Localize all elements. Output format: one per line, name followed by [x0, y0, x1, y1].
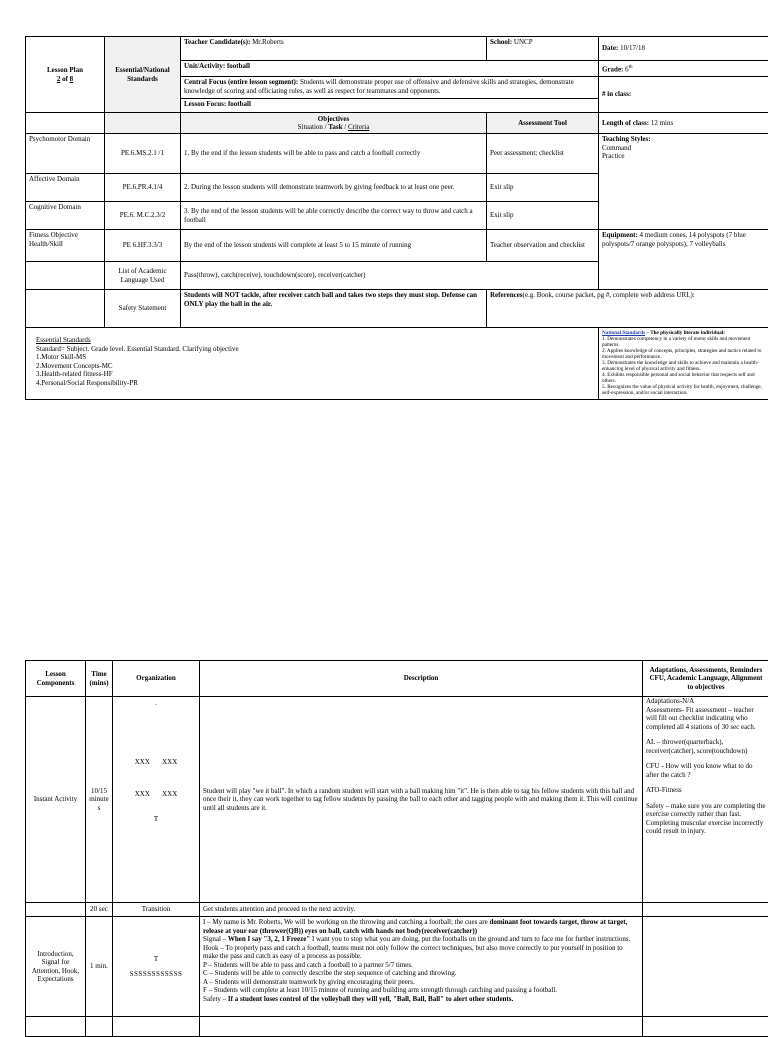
date-label: Date: [602, 44, 618, 52]
length-label: Length of class: [602, 119, 649, 127]
transition-organization: Transition [113, 903, 200, 917]
intro-line: F – Students will complete at least 10/15 minute of running and building arm strength through catching and passing a football. [203, 986, 639, 995]
grade-cell [599, 61, 768, 77]
org-students: SSSSSSSSSSSS [116, 970, 196, 979]
domain-assessment: Exit slip [487, 202, 599, 230]
empty-cell [113, 1017, 200, 1037]
empty-cell [105, 113, 181, 134]
header-organization: Organization [113, 661, 200, 697]
central-focus-value: Students will demonstrate proper use of offensive and defensive skills and strategies, demonstrate knowledge of scoring and officiating rules, as well as respect for teammates and opponents. [184, 78, 574, 95]
date-cell [599, 37, 768, 61]
intro-signal-text: I want you to stop what you are doing, put the footballs on the ground and turn to face me for further instructions. [310, 935, 630, 943]
objectives-sub-sep: / [343, 123, 348, 131]
national-standard-item: 3. Demonstrates the knowledge and skills to achieve and maintain a health-enhancing level of physical activity and fitness. [602, 360, 766, 372]
adaptation-line: Adaptations-N/A [646, 697, 766, 706]
adaptation-line: AL – thrower(quarterback), receiver(catcher), score(touchdown) [646, 738, 766, 755]
references-cell [487, 290, 768, 328]
equipment-value: 4 medium cones, 14 polyspots (7 blue polyspots/7 orange polyspots), 7 volleyballs [602, 231, 746, 248]
empty-cell [26, 262, 105, 290]
header-adaptations: Adaptations, Assessments, Reminders CFU, Academic Language, Alignment to objectives [643, 661, 768, 697]
adaptation-line: ATO-Fitness [646, 786, 766, 795]
domain-objective: 2. During the lesson students will demonstrate teamwork by giving feedback to at least one peer. [181, 174, 487, 202]
header-description: Description [200, 661, 643, 697]
intro-safety-label: Safety – [203, 995, 228, 1003]
unit-label: Unit/Activity: [184, 62, 225, 70]
lesson-components-table [25, 660, 768, 1037]
introduction-label: Introduction, Signal for Attention, Hook, Expectations [26, 917, 86, 1017]
lesson-plan-label: Lesson Plan [29, 66, 101, 75]
org-dot: · [116, 701, 196, 710]
essential-standards-line: 3.Health-related fitness-HF [36, 370, 588, 379]
domain-objective: 1. By the end if the lesson students will be able to pass and catch a football correctly [181, 134, 487, 174]
national-standards-cell [599, 328, 768, 400]
standards-header: Essential/National Standards [105, 37, 181, 113]
in-class-cell [599, 77, 768, 113]
academic-language-label: List of Academic Language Used [105, 262, 181, 290]
length-value: 12 mins [651, 119, 673, 127]
objectives-sub-situation: Situation / [298, 123, 329, 131]
intro-line: C – Students will be able to correctly describe the step sequence of catching and throwing. [203, 969, 639, 978]
school-label: School: [490, 38, 512, 46]
domain-objective: 3. By the end of the lesson students will be able correctly describe the correct way to throw and catch a football [181, 202, 487, 230]
empty-cell [643, 917, 768, 1017]
instant-activity-organization [113, 697, 200, 903]
domain-standard: PE 6.HF.3.3/3 [105, 230, 181, 262]
grade-value: 6 [625, 65, 629, 73]
adaptation-spacer [646, 755, 766, 762]
safety-value: Students will NOT tackle, after receiver catch ball and takes two steps they must stop. Defense can ONLY play the ball in the air. [181, 290, 487, 328]
safety-label: Safety Statement [105, 290, 181, 328]
adaptation-line: Assessments- Fit assessment – teacher will fill out checklist indicating who completed all 4 stations of 30 sec each. [646, 706, 766, 732]
lesson-plan-total: 8 [70, 75, 74, 83]
domain-label: Psychomotor Domain [26, 134, 105, 174]
empty-cell [26, 903, 86, 917]
header-time: Time (mins) [86, 661, 113, 697]
org-teacher: T [116, 815, 196, 824]
lesson-plan-cell [26, 37, 105, 113]
intro-cues: dominant foot towards target, throw at target, release at your ear (thrower(QB)) eyes on ball, catch with hands not body(receiver(catcher)) [203, 918, 627, 935]
domain-label: Affective Domain [26, 174, 105, 202]
domain-assessment: Exit slip [487, 174, 599, 202]
empty-cell [26, 113, 105, 134]
objectives-title: Objectives [184, 115, 483, 124]
equipment-label: Equipment: [602, 231, 638, 239]
teaching-styles-cell [599, 134, 768, 230]
instant-activity-label: Instant Activity [26, 697, 86, 903]
domain-assessment: Peer assessment; checklist [487, 134, 599, 174]
empty-cell [643, 1017, 768, 1037]
intro-line: P – Students will be able to pass and catch a football to a partner 5/7 times. [203, 961, 639, 970]
introduction-organization [113, 917, 200, 1017]
academic-language-value: Pass(throw), catch(receive), touchdown(score), receiver(catcher) [181, 262, 599, 290]
intro-safety [203, 995, 639, 1004]
org-teacher: T [116, 955, 196, 964]
essential-standards-line: 1.Motor Skill-MS [36, 353, 588, 362]
empty-cell [26, 1017, 86, 1037]
org-group: XXX [162, 758, 177, 766]
domain-standard: PE.6.PR.4.1/4 [105, 174, 181, 202]
teacher-label: Teacher Candidate(s): [184, 38, 250, 46]
domain-objective: By the end of the lesson students will complete at least 5 to 15 minute of running [181, 230, 487, 262]
teacher-cell [181, 37, 487, 61]
instant-activity-description: Student will play "we it ball". In which a random student will start with a ball making him "it". He is then able to tag his fellow students with this ball and once their it, they can work together to tag fellow students by passing the ball to each other and tagging people with and making them it. This will continue until all students are it. [200, 697, 643, 903]
length-cell [599, 113, 768, 134]
instant-activity-adaptations [643, 697, 768, 903]
lesson-focus-value: football [228, 100, 251, 108]
teacher-value: Mr.Roberts [252, 38, 284, 46]
in-class-label: # in class: [602, 90, 631, 98]
intro-signal-label: Signal – [203, 935, 228, 943]
national-standard-item: 1. Demonstrates competency in a variety of motor skills and movement patterns. [602, 336, 766, 348]
essential-standards-line: 4.Personal/Social Responsibility-PR [36, 379, 588, 388]
essential-standards-line: Standard= Subject. Grade level. Essential Standard. Clarifying objective [36, 345, 588, 354]
transition-time: 20 sec [86, 903, 113, 917]
adaptation-line: Safety – make sure you are completing the exercise correctly rather than fast. Completing muscular exercise incorrectly could result in injury. [646, 802, 766, 836]
org-group: XXX [135, 790, 150, 798]
instant-activity-time: 10/15 minute s [86, 697, 113, 903]
transition-description: Get students attention and proceed to the next activity. [200, 903, 643, 917]
introduction-description [200, 917, 643, 1017]
intro-signal [203, 935, 639, 944]
references-value: (e.g. Book, course packet, pg #, complete web address URL): [523, 291, 695, 299]
org-group: XXX [162, 790, 177, 798]
adaptation-spacer [646, 795, 766, 802]
equipment-cell [599, 230, 768, 290]
essential-standards-title: Essential Standards [36, 336, 588, 345]
empty-cell [26, 290, 105, 328]
header-components: Lesson Components [26, 661, 86, 697]
national-standards-link[interactable]: National Standards [602, 330, 645, 336]
domain-assessment: Teacher observation and checklist [487, 230, 599, 262]
teaching-styles-label: Teaching Styles: [602, 135, 766, 144]
empty-cell [86, 1017, 113, 1037]
objectives-sub-task: Task [328, 123, 342, 131]
school-cell [487, 37, 599, 61]
school-value: UNCP [514, 38, 533, 46]
domain-standard: PE.6. M.C.2.3/2 [105, 202, 181, 230]
grade-label: Grade: [602, 65, 623, 73]
essential-standards-line: 2.Movement Concepts-MC [36, 362, 588, 371]
adaptation-spacer [646, 779, 766, 786]
date-value: 10/17/18 [620, 44, 645, 52]
national-standard-item: 2. Applies knowledge of concepts, principles, strategies and tactics related to movement and performance. [602, 348, 766, 360]
unit-cell [181, 61, 599, 77]
references-label: References [490, 291, 523, 299]
intro-line: Hook – To properly pass and catch a football, teams must not only follow the correct techniques, but also move correctly to put yourself in position to make the pass and catch as easy of a process as possible. [203, 944, 639, 961]
adaptation-spacer [646, 731, 766, 738]
objectives-header [181, 113, 487, 134]
introduction-time: 1 min. [86, 917, 113, 1017]
lesson-plan-page: 2 [57, 75, 61, 83]
grade-suffix: th [629, 65, 633, 70]
domain-label: Cognitive Domain [26, 202, 105, 230]
lesson-plan-of: of [62, 75, 68, 83]
teaching-style-item: Practice [602, 152, 766, 161]
national-standard-item: 4. Exhibits responsible personal and social behavior that respects self and others. [602, 372, 766, 384]
domain-label: Fitness Objective Health/Skill [26, 230, 105, 262]
lesson-focus-label: Lesson Focus: [184, 100, 226, 108]
intro-line: A – Students will demonstrate teamwork by giving encouraging their peers. [203, 978, 639, 987]
objectives-sub-criteria: Criteria [348, 123, 369, 131]
org-group: XXX [135, 758, 150, 766]
national-standards-title: – The physically literate individual: [645, 330, 725, 336]
empty-cell [200, 1017, 643, 1037]
assessment-header: Assessment Tool [487, 113, 599, 134]
essential-standards-cell [26, 328, 599, 400]
adaptation-line: CFU - How will you know what to do after the catch ? [646, 762, 766, 779]
teaching-style-item: Command [602, 144, 766, 153]
intro-safety-text: If a student loses control of the volleyball they will yell, "Ball, Ball, Ball" to alert other students. [228, 995, 513, 1003]
org-formation-row [116, 790, 196, 799]
central-focus-label: Central Focus (entire lesson segment): [184, 78, 298, 86]
intro-line: I – My name is Mr. Roberts, We will be working on the throwing and catching a football; the cues are [203, 918, 489, 926]
empty-cell [643, 903, 768, 917]
unit-value: football [227, 62, 250, 70]
national-standard-item: 5. Recognizes the value of physical activity for health, enjoyment, challenge, self-expression, and/or social interaction. [602, 384, 766, 396]
domain-standard: PE.6.MS.2.1 /1 [105, 134, 181, 174]
lesson-focus-cell [181, 99, 599, 113]
intro-signal-phrase: When I say "3, 2, 1 Freeze" [228, 935, 310, 943]
org-formation-row [116, 758, 196, 767]
central-focus-cell [181, 77, 599, 99]
lesson-plan-header-table [25, 36, 768, 400]
